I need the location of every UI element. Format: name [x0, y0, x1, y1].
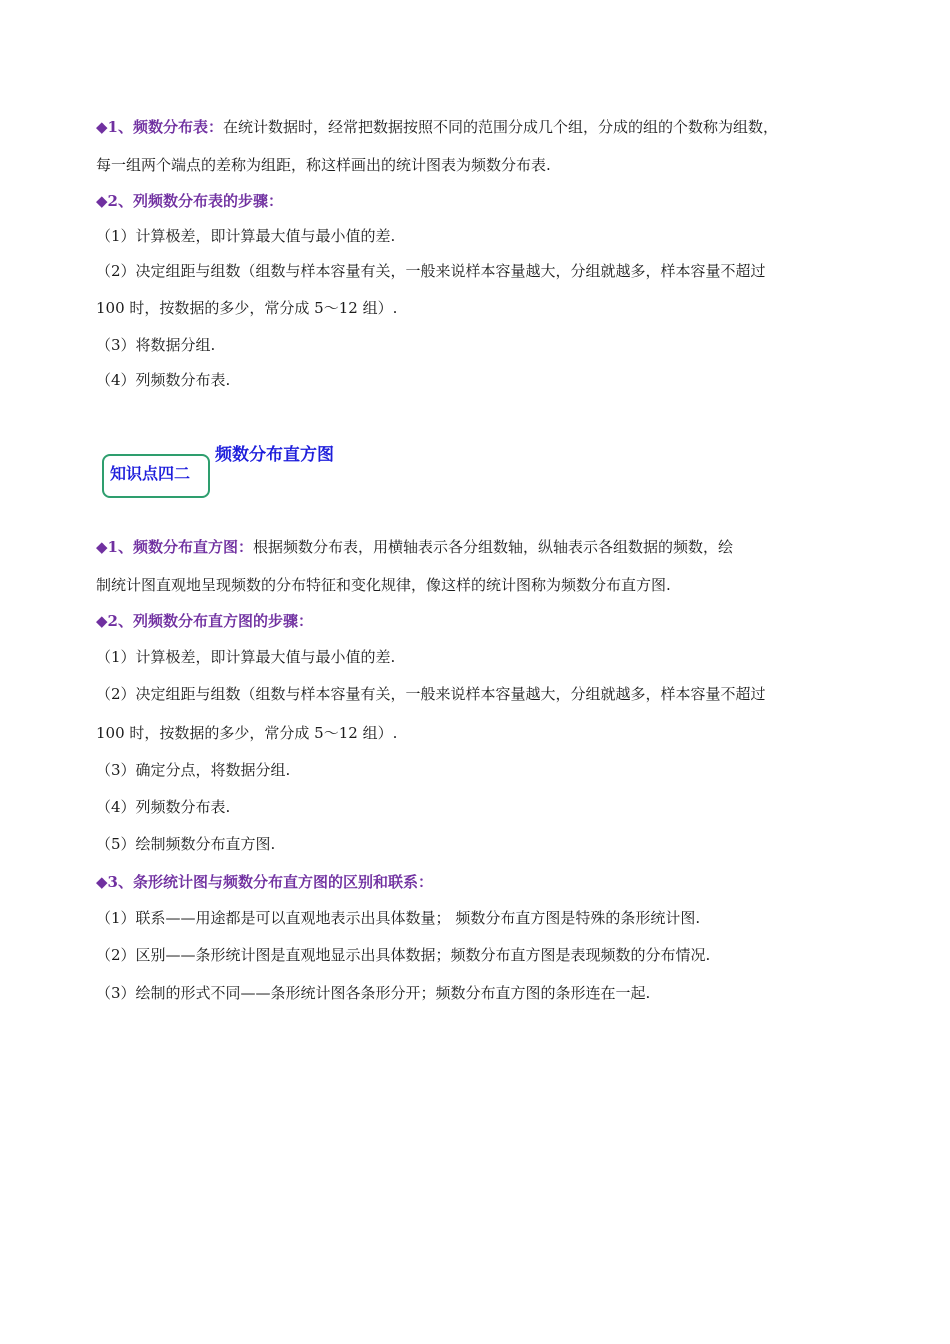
difference-item-1: （1）联系——用途都是可以直观地表示出具体数量； 频数分布直方图是特殊的条形统计图.: [96, 909, 701, 927]
freq-table-step-1: （1）计算极差，即计算最大值与最小值的差.: [96, 227, 396, 245]
freq-table-heading: ◆1、频数分布表：: [96, 118, 223, 136]
histogram-heading: ◆1、频数分布直方图：: [96, 538, 253, 556]
difference-item-2: （2）区别——条形统计图是直观地显示出具体数据；频数分布直方图是表现频数的分布情况.: [96, 946, 711, 964]
histogram-definition: [96, 537, 866, 557]
difference-heading: ◆3、条形统计图与频数分布直方图的区别和联系：: [96, 873, 433, 891]
freq-table-step-4: （4）列频数分布表.: [96, 371, 231, 389]
histogram-step-5: （5）绘制频数分布直方图.: [96, 835, 276, 853]
freq-table-steps-heading: ◆2、列频数分布表的步骤：: [96, 192, 283, 210]
histogram-def-text-2: 制统计图直观地呈现频数的分布特征和变化规律，像这样的统计图称为频数分布直方图.: [96, 576, 671, 594]
histogram-step-3: （3）确定分点，将数据分组.: [96, 761, 291, 779]
histogram-step-2-line-1: （2）决定组距与组数（组数与样本容量有关，一般来说样本容量越大，分组就越多，样本容量不超过: [96, 685, 766, 703]
histogram-def-text-1: 根据频数分布表，用横轴表示各分组数轴，纵轴表示各组数据的频数，绘: [252, 538, 733, 556]
difference-item-3: （3）绘制的形式不同——条形统计图各条形分开；频数分布直方图的条形连在一起.: [96, 984, 651, 1002]
histogram-step-1: （1）计算极差，即计算最大值与最小值的差.: [96, 648, 396, 666]
freq-table-step-2-line-2: 100 时，按数据的多少，常分成 5～12 组）.: [96, 299, 398, 317]
histogram-step-2-line-2: 100 时，按数据的多少，常分成 5～12 组）.: [96, 724, 398, 742]
section-title: 频数分布直方图: [215, 445, 334, 465]
freq-table-step-3: （3）将数据分组.: [96, 336, 216, 354]
freq-table-definition: [96, 117, 866, 137]
histogram-steps-heading: ◆2、列频数分布直方图的步骤：: [96, 612, 313, 630]
section-label: 知识点四二: [110, 464, 191, 483]
freq-table-step-2-line-1: （2）决定组距与组数（组数与样本容量有关，一般来说样本容量越大，分组就越多，样本容量不超过: [96, 262, 766, 280]
histogram-step-4: （4）列频数分布表.: [96, 798, 231, 816]
freq-table-def-text-1: 在统计数据时，经常把数据按照不同的范围分成几个组，分成的组的个数称为组数，: [222, 118, 778, 136]
freq-table-def-text-2: 每一组两个端点的差称为组距，称这样画出的统计图表为频数分布表.: [96, 156, 551, 174]
